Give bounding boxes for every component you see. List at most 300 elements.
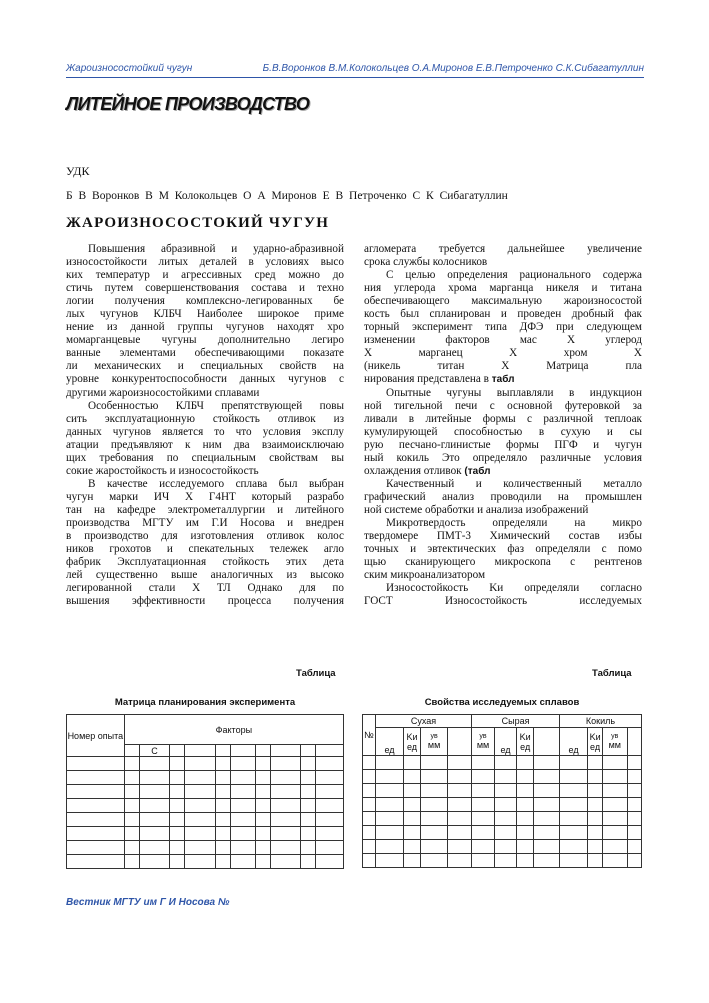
table2-num-header: № [363, 715, 376, 756]
table2-cell [448, 784, 472, 798]
table2-cell [448, 840, 472, 854]
table2-cell [559, 812, 587, 826]
table2-cell [627, 798, 641, 812]
table1-cell [316, 757, 344, 771]
table2-cell [603, 756, 628, 770]
table1-cell [185, 841, 216, 855]
table2-cell [534, 798, 560, 812]
table2-cell [517, 812, 534, 826]
table1-cell [124, 799, 139, 813]
table2-cell [404, 798, 421, 812]
text-line: щью сканирующего микроскопа с рентгенов [364, 556, 642, 569]
table2-cell [494, 798, 516, 812]
table1-cell [124, 785, 139, 799]
table2-caption: Свойства исследуемых сплавов [424, 697, 580, 708]
table1-row [67, 799, 344, 813]
table1 [66, 714, 344, 869]
table1-cell [270, 813, 301, 827]
table2-cell [420, 756, 447, 770]
table2-cell [448, 798, 472, 812]
table2-cell [603, 784, 628, 798]
table2-cell [627, 784, 641, 798]
table2-cell [588, 854, 603, 868]
table1-cell [139, 799, 170, 813]
table1-col-header-number: Номер опыта [67, 715, 125, 757]
text-line: агломерата требуется дальнейшее увеличение [364, 243, 642, 255]
table2-h-ed: ед [375, 728, 403, 756]
table2-cell [627, 826, 641, 840]
text-line: срока службы колосников [364, 256, 488, 269]
table1-cell [170, 855, 185, 869]
running-header-authors: Б.В.Воронков В.М.Колокольцев О.А.Миронов Е.В.Петроченко С.К.Сибагатуллин [262, 63, 644, 74]
footer-journal: Вестник МГТУ им Г И Носова № [66, 897, 230, 908]
table2-cell [517, 854, 534, 868]
table2-cell [534, 784, 560, 798]
table1-cell [316, 785, 344, 799]
table2-cell [494, 756, 516, 770]
table2-cell [448, 812, 472, 826]
table2-cell [448, 854, 472, 868]
table2-cell [375, 770, 403, 784]
text-line: изменении факторов мас Х углерод [364, 334, 642, 347]
table2-cell [420, 784, 447, 798]
table1-cell [230, 841, 255, 855]
text-line: торный эксперимент типа ДФЭ при следующем [364, 321, 642, 334]
table2-cell [517, 826, 534, 840]
table1-cell [67, 785, 125, 799]
text-line: обеспечивающего максимальную жароизносостой [364, 295, 642, 308]
table2-group-dry: Сухая [375, 715, 471, 728]
text-line: ких температур и агрессивных сред можно до [66, 269, 344, 282]
table2-cell [472, 756, 495, 770]
table2-cell [494, 826, 516, 840]
table1-cell [124, 855, 139, 869]
table2-cell [494, 784, 516, 798]
table2-cell [375, 798, 403, 812]
text-line: уровне конкурентоспособности данных чугунов с [66, 373, 344, 386]
text-line: рую песчано-глинистые формы ПГФ и чугун [364, 438, 642, 451]
table2-cell [404, 826, 421, 840]
table2-cell [404, 784, 421, 798]
table1-cell [67, 757, 125, 771]
table2-cell [420, 812, 447, 826]
table2-h-uv: ув [479, 733, 487, 740]
table2-h-ed: ед [494, 728, 516, 756]
table2-cell [472, 812, 495, 826]
table2-cell [603, 854, 628, 868]
table2-cell [588, 770, 603, 784]
text-line: данных чугунов является то что условия эксплу [66, 425, 344, 438]
text-line: ванные элементами обеспечивающими показате [66, 347, 344, 360]
text-line: ливали в литейные формы с различной теплоак [364, 412, 642, 425]
table2-h-mm: мм [476, 740, 490, 750]
table2-h-mm: мм [427, 740, 441, 750]
table2-cell [375, 784, 403, 798]
table2-row [363, 784, 642, 798]
table1-cell [216, 799, 231, 813]
table2-cell [448, 756, 472, 770]
table1-cell [316, 827, 344, 841]
table2-row [363, 812, 642, 826]
table1-cell [301, 827, 316, 841]
text-line: Износостойкость Kи определяли согласно [386, 582, 642, 595]
table2-h-ki: Kи [406, 731, 418, 742]
table1-cell [139, 785, 170, 799]
text-line: лей существенно выше аналогичных из высоко [66, 569, 344, 582]
table1-cell [230, 827, 255, 841]
table1-label: Таблица [296, 668, 336, 679]
table1-cell [255, 827, 270, 841]
text-line: производства МГТУ им Г.И Носова и внедрен [66, 516, 344, 529]
table2-cell [375, 840, 403, 854]
table2-cell [404, 812, 421, 826]
table-ref: (табл [464, 465, 491, 477]
table2-cell [588, 756, 603, 770]
table1-cell [124, 757, 139, 771]
table1-cell [185, 855, 216, 869]
running-header [66, 62, 644, 78]
table1-cell [316, 813, 344, 827]
table1-cell [255, 785, 270, 799]
table2-cell [534, 854, 560, 868]
table1-cell [170, 799, 185, 813]
table2-cell [559, 784, 587, 798]
table1-row [67, 771, 344, 785]
text-line: лых чугунов КЛБЧ Наиболее широкое приме [66, 308, 344, 321]
table2-cell [517, 756, 534, 770]
text-line: ной тигельной печи с основной футеровкой за [364, 399, 642, 412]
table2-cell [404, 770, 421, 784]
text-line: в производство для изготовления отливок колос [66, 530, 344, 543]
table1-cell [170, 827, 185, 841]
table2-cell [448, 826, 472, 840]
table2-cell [448, 770, 472, 784]
table1-cell [124, 771, 139, 785]
table2-cell [472, 826, 495, 840]
table2-h-ki: Kи [519, 731, 531, 742]
table1-cell [185, 785, 216, 799]
table2-cell [534, 770, 560, 784]
table1-cell [216, 757, 231, 771]
table2-h-ed: ед [590, 741, 601, 752]
left-column [66, 243, 344, 608]
table2-cell [588, 826, 603, 840]
table2-cell [363, 784, 376, 798]
table2-cell [472, 840, 495, 854]
table2-h-ed2: ед [406, 741, 418, 752]
table1-cell [255, 813, 270, 827]
udk-label: УДК [66, 164, 90, 178]
table2-h-mm: мм [608, 740, 621, 750]
table2-cell [420, 770, 447, 784]
table1-row [67, 813, 344, 827]
table1-cell [139, 855, 170, 869]
table1-cell [255, 841, 270, 855]
table2-cell [559, 826, 587, 840]
text-line: чугун марки ИЧ Х Г4НТ который разрабо [66, 490, 344, 503]
table1-cell [67, 855, 125, 869]
table1-cell [216, 855, 231, 869]
table1-cell [67, 827, 125, 841]
text-line: тан на кафедре электрометаллургии и литейного [66, 503, 344, 516]
table2 [362, 714, 642, 868]
table1-cell [301, 855, 316, 869]
table1-cell [67, 799, 125, 813]
text-line: Микротвердость определяли на микро [386, 516, 642, 529]
table1-cell [230, 855, 255, 869]
text-line: Опытные чугуны выплавляли в индукцион [386, 386, 642, 399]
table2-cell [404, 756, 421, 770]
text-line: ный кокиль Это определяло различные условия [364, 451, 642, 464]
table1-cell [230, 813, 255, 827]
table2-cell [559, 756, 587, 770]
table2-row [363, 840, 642, 854]
table1-cell [67, 771, 125, 785]
table2-cell [603, 826, 628, 840]
table1-row [67, 841, 344, 855]
text-line: стичь путем совершенствования состава и техно [66, 282, 344, 295]
table1-cell [185, 757, 216, 771]
table2-cell [517, 784, 534, 798]
table-ref: табл [491, 374, 515, 386]
table1-cell [270, 855, 301, 869]
table1-cell [255, 757, 270, 771]
table2-cell [517, 770, 534, 784]
table1-row [67, 757, 344, 771]
table1-cell [216, 771, 231, 785]
text-line: нирования представлена в табл [364, 373, 515, 386]
table1-cell [216, 813, 231, 827]
table1-cell [170, 785, 185, 799]
text-line: щих требования по специальным свойствам вы [66, 451, 344, 464]
table2-cell [494, 770, 516, 784]
table1-cell [139, 841, 170, 855]
table2-cell [472, 784, 495, 798]
table2-cell [363, 826, 376, 840]
table1-cell [139, 757, 170, 771]
table2-h-ki: Kи [589, 731, 601, 742]
table1-cell [301, 757, 316, 771]
table2-cell [559, 770, 587, 784]
table2-cell [420, 798, 447, 812]
table1-cell [255, 771, 270, 785]
table2-cell [404, 840, 421, 854]
text-line: ГОСТ Износостойкость исследуемых [364, 595, 642, 608]
table2-cell [559, 840, 587, 854]
authors-line: Б В Воронков В М Колокольцев О А Миронов Е В Петроченко С К Сибагатуллин [66, 190, 508, 202]
table1-cell [270, 799, 301, 813]
text-line: В качестве исследуемого сплава был выбран [88, 477, 344, 490]
table2-cell [627, 854, 641, 868]
text-line: ским микроанализатором [364, 569, 486, 582]
text-line: Х марганец Х хром Х [364, 347, 642, 360]
table2-group-chill: Кокиль [559, 715, 641, 728]
table1-cell [270, 757, 301, 771]
text-line: точных и эвтектических фаз определяли с помо [364, 543, 642, 556]
text-line: твердомере ПМТ-3 Химический состав избы [364, 530, 642, 543]
table1-cell [185, 771, 216, 785]
table1-cell [230, 799, 255, 813]
text-line: (никель титан Х Матрица пла [364, 360, 642, 373]
table2-cell [404, 854, 421, 868]
table2-row [363, 756, 642, 770]
table1-cell [124, 813, 139, 827]
table2-h-uv: ув [430, 733, 438, 740]
text-line: Повышения абразивной и ударно-абразивной [88, 243, 344, 255]
table2-cell [588, 798, 603, 812]
text-line: Качественный и количественный металло [386, 477, 642, 490]
text-line: ников грохотов и спекательных тележек агло [66, 543, 344, 556]
table2-cell [534, 812, 560, 826]
table2-cell [627, 840, 641, 854]
text-line: нение из данной группы чугунов находят хро [66, 321, 344, 334]
table1-cell [230, 757, 255, 771]
table1-cell [270, 827, 301, 841]
table1-cell [301, 799, 316, 813]
table2-cell [627, 812, 641, 826]
table1-cell [216, 827, 231, 841]
table1-cell [170, 841, 185, 855]
text-line: момарганцевые чугуны дополнительно легиро [66, 334, 344, 347]
text-line: другими жароизносостойкими сплавами [66, 386, 260, 399]
table1-cell [301, 785, 316, 799]
table2-h-ed: ед [559, 728, 587, 756]
table1-row [67, 827, 344, 841]
table2-cell [559, 798, 587, 812]
table2-label: Таблица [592, 668, 632, 679]
table1-cell [139, 813, 170, 827]
text-line: логии получения комплексно-легированных бе [66, 295, 344, 308]
text-line: фабрик Эксплуатационная стойкость этих дета [66, 556, 344, 569]
table1-cell [270, 841, 301, 855]
text-line: С целью определения рационального содержа [386, 269, 642, 282]
table2-cell [534, 756, 560, 770]
table1-sub-c: С [139, 745, 170, 757]
table2-cell [375, 756, 403, 770]
table2-cell [534, 840, 560, 854]
text-line: кость был спланирован и проведен дробный фак [364, 308, 642, 321]
table2-cell [420, 840, 447, 854]
table1-cell [124, 827, 139, 841]
text-line: износостойкости литых деталей в условиях высо [66, 256, 344, 269]
table2-cell [420, 826, 447, 840]
table2-cell [363, 854, 376, 868]
table1-cell [124, 841, 139, 855]
table2-row [363, 826, 642, 840]
text-line: кумулирующей способностью в сухую и сы [364, 425, 642, 438]
table1-cell [185, 827, 216, 841]
table1-cell [255, 799, 270, 813]
table2-cell [494, 812, 516, 826]
table1-cell [270, 785, 301, 799]
text-line: вышения эффективности процесса получения [66, 595, 344, 608]
right-column [364, 243, 642, 608]
table1-cell [316, 841, 344, 855]
table2-cell [534, 826, 560, 840]
text-line: ли механических и специальных свойств на [66, 360, 344, 373]
table2-cell [494, 840, 516, 854]
table2-cell [588, 784, 603, 798]
table2-cell [588, 840, 603, 854]
table2-row [363, 798, 642, 812]
table1-cell [270, 771, 301, 785]
table1-col-header-factors: Факторы [124, 715, 343, 745]
table2-cell [363, 798, 376, 812]
table2-cell [472, 854, 495, 868]
table2-cell [363, 770, 376, 784]
table2-cell [627, 756, 641, 770]
text-line: графический анализ проводили на промышлен [364, 490, 642, 503]
table1-cell [185, 799, 216, 813]
text-line: легированной стали Х ТЛ Однако для по [66, 582, 344, 595]
table1-cell [301, 841, 316, 855]
table1-cell [67, 841, 125, 855]
text-line: ния углерода хрома марганца никеля и титана [364, 282, 642, 295]
table2-row [363, 854, 642, 868]
text-line: охлаждения отливок (табл [364, 464, 491, 477]
table1-cell [301, 813, 316, 827]
table2-cell [363, 840, 376, 854]
table2-cell [363, 812, 376, 826]
table1-cell [230, 785, 255, 799]
table2-cell [472, 770, 495, 784]
text-line: ной системе обработки и анализа изображений [364, 503, 589, 516]
table1-cell [316, 771, 344, 785]
table1-cell [230, 771, 255, 785]
table2-cell [603, 840, 628, 854]
table2-cell [363, 756, 376, 770]
table1-cell [139, 827, 170, 841]
table1-cell [316, 799, 344, 813]
text-line: сокие жаростойкость и износостойкость [66, 464, 259, 477]
article-title: ЖАРОИЗНОСОСТОКИЙ ЧУГУН [66, 215, 330, 231]
table1-cell [170, 771, 185, 785]
table2-cell [559, 854, 587, 868]
table2-cell [375, 854, 403, 868]
table1-cell [185, 813, 216, 827]
table1-cell [301, 771, 316, 785]
table1-cell [67, 813, 125, 827]
text-line: атации предъявляют к ним два взаимоисключаю [66, 438, 344, 451]
table1-cell [216, 785, 231, 799]
table1-caption: Матрица планирования эксперимента [114, 697, 296, 708]
table1-cell [170, 757, 185, 771]
table2-row [363, 770, 642, 784]
table1-cell [170, 813, 185, 827]
table2-cell [588, 812, 603, 826]
table1-cell [316, 855, 344, 869]
table2-cell [517, 840, 534, 854]
table1-cell [216, 841, 231, 855]
table1-row [67, 855, 344, 869]
table2-cell [420, 854, 447, 868]
section-heading: ЛИТЕЙНОЕ ПРОИЗВОДСТВО [66, 94, 310, 114]
table2-cell [603, 770, 628, 784]
table2-cell [375, 826, 403, 840]
table2-cell [603, 798, 628, 812]
running-header-title: Жароизносостойкий чугун [66, 63, 193, 74]
table1-cell [255, 855, 270, 869]
table2-cell [517, 798, 534, 812]
table2-group-wet: Сырая [472, 715, 560, 728]
table2-cell [375, 812, 403, 826]
table1-cell [139, 771, 170, 785]
table1-row [67, 785, 344, 799]
table2-h-ed: ед [520, 741, 531, 752]
table2-cell [494, 854, 516, 868]
table2-cell [627, 770, 641, 784]
table2-cell [472, 798, 495, 812]
